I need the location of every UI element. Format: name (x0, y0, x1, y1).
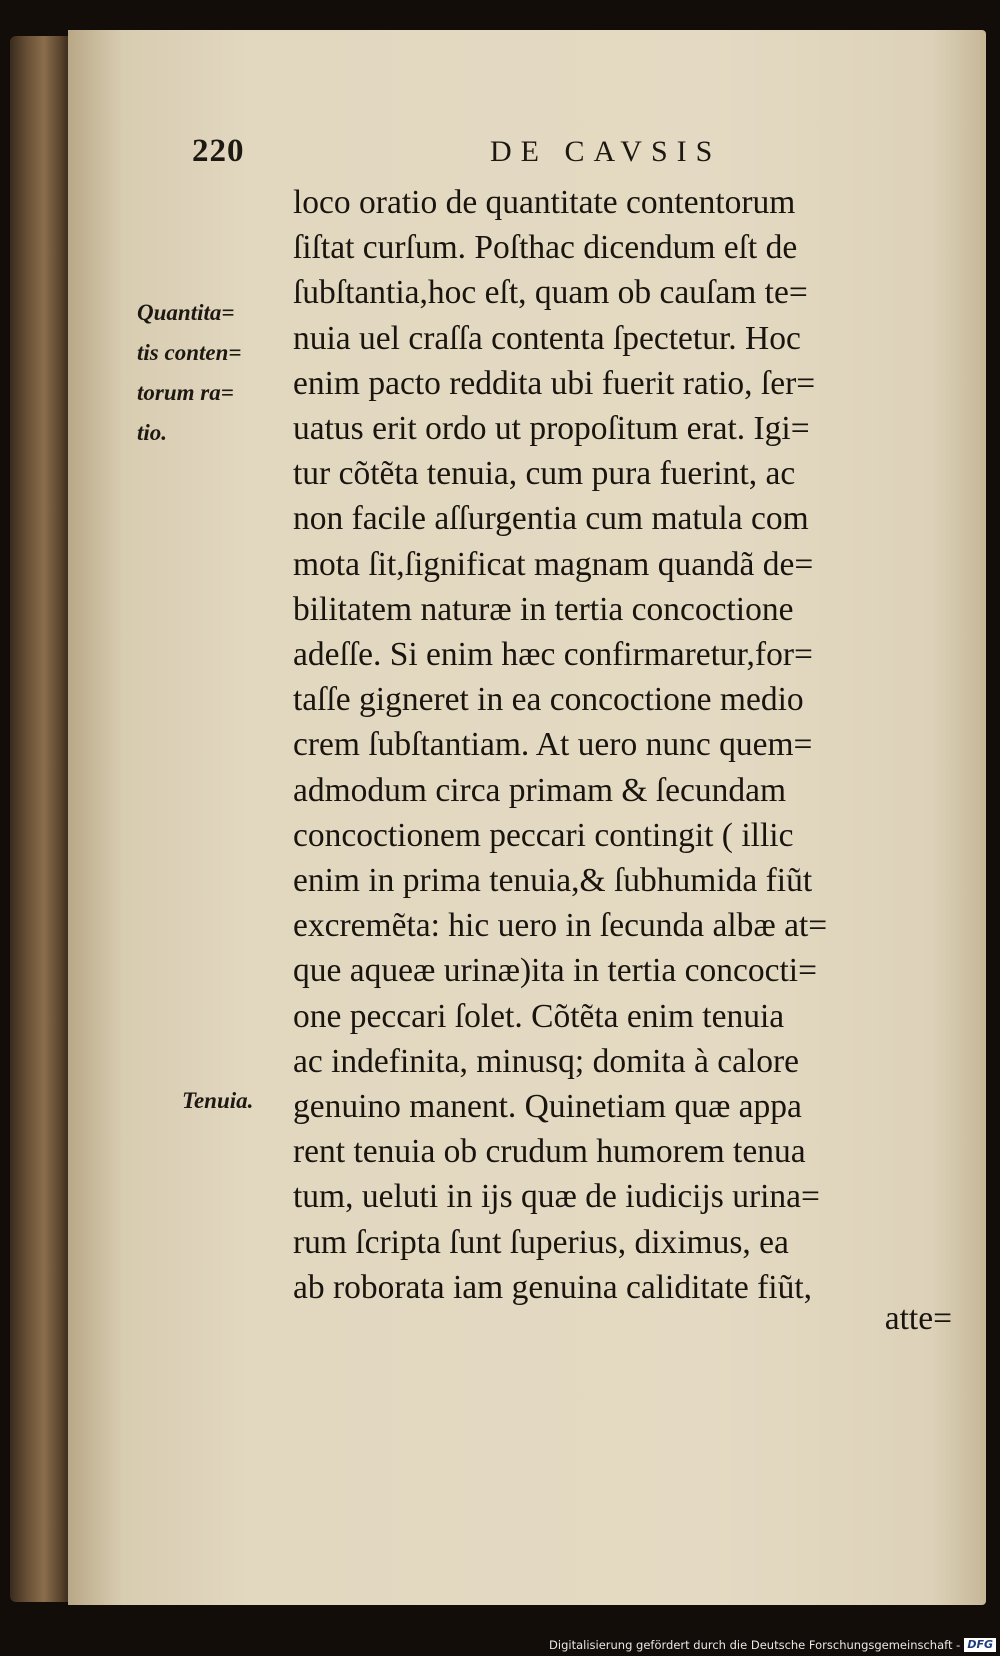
marginal-note-tenuia: Tenuia. (182, 1088, 254, 1113)
text-line: one peccari ſolet. Cõtẽta enim tenuia (293, 997, 785, 1035)
text-line: admodum circa primam & ſecundam (293, 771, 787, 809)
text-line: genuino manent. Quinetiam quæ appa (293, 1088, 802, 1126)
text-line: ſubſtantia,hoc eſt, quam ob cauſam te= (293, 274, 808, 312)
body-text (293, 180, 953, 1310)
text-line: ſiſtat curſum. Poſthac dicendum eſt de (293, 229, 798, 267)
page-number: 220 (192, 133, 245, 169)
text-line: enim in prima tenuia,& ſubhumida fiũt (293, 862, 813, 900)
book-fore-edge (10, 36, 72, 1602)
text-line: tum, ueluti in ijs quæ de iudicijs urina= (293, 1178, 820, 1216)
text-line: nuia uel craſſa contenta ſpectetur. Hoc (293, 319, 801, 357)
catchword: atte= (884, 1300, 952, 1337)
text-line: concoctionem peccari contingit ( illic (293, 816, 794, 854)
text-line: non facile aſſurgentia cum matula com (293, 500, 809, 538)
marginal-note-line: tio. (137, 420, 168, 445)
text-line: ac indefinita, minusq; domita à calore (293, 1042, 800, 1080)
text-line: mota ſit,ſignificat magnam quandã de= (293, 545, 814, 583)
marginal-note-line: torum ra= (137, 380, 234, 405)
text-line: excremẽta: hic uero in ſecunda albæ at= (293, 907, 828, 945)
text-line: bilitatem naturæ in tertia concoctione (293, 590, 794, 628)
text-line: adeſſe. Si enim hæc confirmaretur,for= (293, 636, 813, 674)
text-line: crem ſubſtantiam. At uero nunc quem= (293, 726, 813, 764)
text-line: tur cõtẽta tenuia, cum pura fuerint, ac (293, 455, 796, 493)
text-line: uatus erit ordo ut propoſitum erat. Igi= (293, 410, 810, 448)
text-line: ab roborata iam genuina caliditate fiũt, (293, 1268, 813, 1306)
funding-credit: Digitalisierung gefördert durch die Deutsche Forschungsgemeinschaft - (549, 1638, 961, 1652)
text-line: taſſe gigneret in ea concoctione medio (293, 681, 804, 719)
marginal-note-quantity (137, 293, 277, 453)
marginal-note-line: tis conten= (137, 340, 242, 365)
text-line: que aqueæ urinæ)ita in tertia concocti= (293, 952, 818, 990)
page-header (0, 133, 1000, 173)
text-line: rum ſcripta ſunt ſuperius, diximus, ea (293, 1223, 789, 1261)
text-line: enim pacto reddita ubi fuerit ratio, ſer= (293, 364, 816, 402)
digitization-footer (549, 1636, 996, 1654)
marginal-note-line: Quantita= (137, 300, 235, 325)
text-line: rent tenuia ob crudum humorem tenua (293, 1133, 806, 1171)
dfg-logo: DFG (964, 1638, 996, 1652)
text-line: loco oratio de quantitate contentorum (293, 184, 796, 221)
running-title: DE CAVSIS (490, 135, 722, 168)
